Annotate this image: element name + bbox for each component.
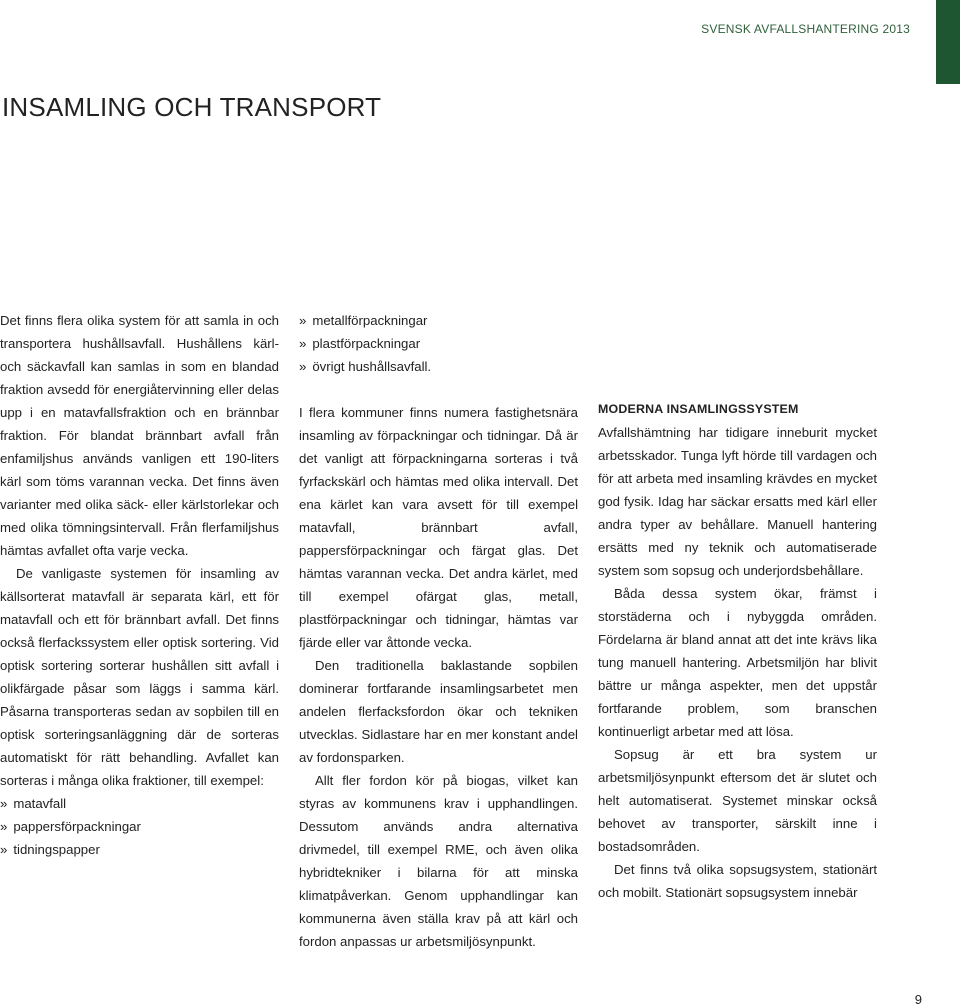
list-item <box>0 792 279 815</box>
paragraph: Det finns flera olika system för att samla in och transportera hushållsavfall. Hushållens kärl- och säckavfall kan samlas in som en blandad fraktion avsedd för energiåtervinning eller delas upp i en matavfallsfraktion och en brännbar fraktion. För blandat brännbart avfall från enfamiljshus används vanligen ett 190-liters kärl som töms varannan vecka. Det finns även varianter med olika säck- eller kärlstorlekar och med olika tömningsintervall. Från flerfamiljshus hämtas avfallet ofta varje vecka. <box>0 313 279 558</box>
bullet-icon: » <box>299 313 307 328</box>
list-item <box>299 355 578 378</box>
fraction-list <box>0 792 279 861</box>
bullet-icon: » <box>299 336 307 351</box>
list-item-text: övrigt hushållsavfall. <box>312 359 432 374</box>
page-number: 9 <box>914 992 922 1007</box>
column-2 <box>299 309 578 953</box>
bullet-icon: » <box>0 796 8 811</box>
bullet-icon: » <box>299 359 307 374</box>
page-title: INSAMLING OCH TRANSPORT <box>2 92 382 122</box>
paragraph: Sopsug är ett bra system ur arbetsmiljösynpunkt eftersom det är slutet och helt automatiserat. Systemet minskar också behovet av transporter, särskilt inne i bostadsområden. <box>598 747 877 854</box>
fraction-list <box>299 309 578 378</box>
list-item <box>0 838 279 861</box>
list-item <box>299 332 578 355</box>
list-item-text: pappersförpackningar <box>13 819 141 834</box>
list-item <box>0 815 279 838</box>
paragraph: De vanligaste systemen för insamling av källsorterat matavfall är separata kärl, ett för matavfall och ett för brännbart avfall. Det finns också flerfackssystem eller optisk sortering. Vid optisk sortering sorterar hushållen sitt avfall i olikfärgade påsar som läggs i samma kärl. Påsarna transporteras sedan av sopbilen till en optisk sorteringsanläggning där de sorteras automatiskt för rätt behandling. Avfallet kan sorteras i många olika fraktioner, till exempel: <box>0 566 279 788</box>
section-subheading: MODERNA INSAMLINGSSYSTEM <box>598 402 799 416</box>
paragraph: Avfallshämtning har tidigare inneburit mycket arbetsskador. Tunga lyft hörde till vardagen och för att arbeta med insamling krävdes en mycket god fysik. Idag har säckar ersatts med kärl eller andra typer av behållare. Manuell hantering ersätts med ny teknik och automatiserade system som sopsug och underjordsbehållare. <box>598 425 877 578</box>
list-item-text: tidningspapper <box>13 842 100 857</box>
paragraph: Den traditionella baklastande sopbilen dominerar fortfarande insamlingsarbetet men andelen flerfacksfordon ökar och tekniken utvecklas. Sidlastare har en mer konstant andel av fordonsparken. <box>299 658 578 765</box>
paragraph: I flera kommuner finns numera fastighetsnära insamling av förpackningar och tidningar. Då är det vanligt att förpackningarna sorteras i två fyrfackskärl och hämtas med olika intervall. Det ena kärlet kan vara avsett för till exempel matavfall, brännbart avfall, pappersförpackningar och färgat glas. Det hämtas varannan vecka. Det andra kärlet, med till exempel ofärgat glas, metall, plastförpackningar och tidningar, hämtas var fjärde eller var åttonde vecka. <box>299 405 578 650</box>
paragraph: Båda dessa system ökar, främst i storstäderna och i nybyggda områden. Fördelarna är bland annat att det inte krävs lika tung manuell hantering. Arbetsmiljön har blivit bättre ur många aspekter, men det uppstår fortfarande problem, som branschen kontinuerligt arbetar med att lösa. <box>598 586 877 739</box>
column-3 <box>598 398 877 904</box>
header-label: SVENSK AVFALLSHANTERING <box>701 22 879 36</box>
section-tab <box>936 0 960 84</box>
header-year: 2013 <box>882 22 910 36</box>
paragraph: Allt fler fordon kör på biogas, vilket kan styras av kommunens krav i upphandlingen. Dessutom används andra alternativa drivmedel, till exempel RME, och även olika hybridtekniker i bilarna för att minska klimatpåverkan. Genom upphandlingar kan kommunerna även ställa krav på att kärl och fordon anpassas ur arbetsmiljösynpunkt. <box>299 773 578 949</box>
running-header <box>701 22 910 36</box>
paragraph: Det finns två olika sopsugsystem, stationärt och mobilt. Stationärt sopsugsystem innebär <box>598 862 877 900</box>
column-1 <box>0 309 279 861</box>
list-item-text: matavfall <box>13 796 67 811</box>
list-item-text: metallförpackningar <box>312 313 428 328</box>
list-item-text: plastförpackningar <box>312 336 421 351</box>
bullet-icon: » <box>0 842 8 857</box>
bullet-icon: » <box>0 819 8 834</box>
list-item <box>299 309 578 332</box>
